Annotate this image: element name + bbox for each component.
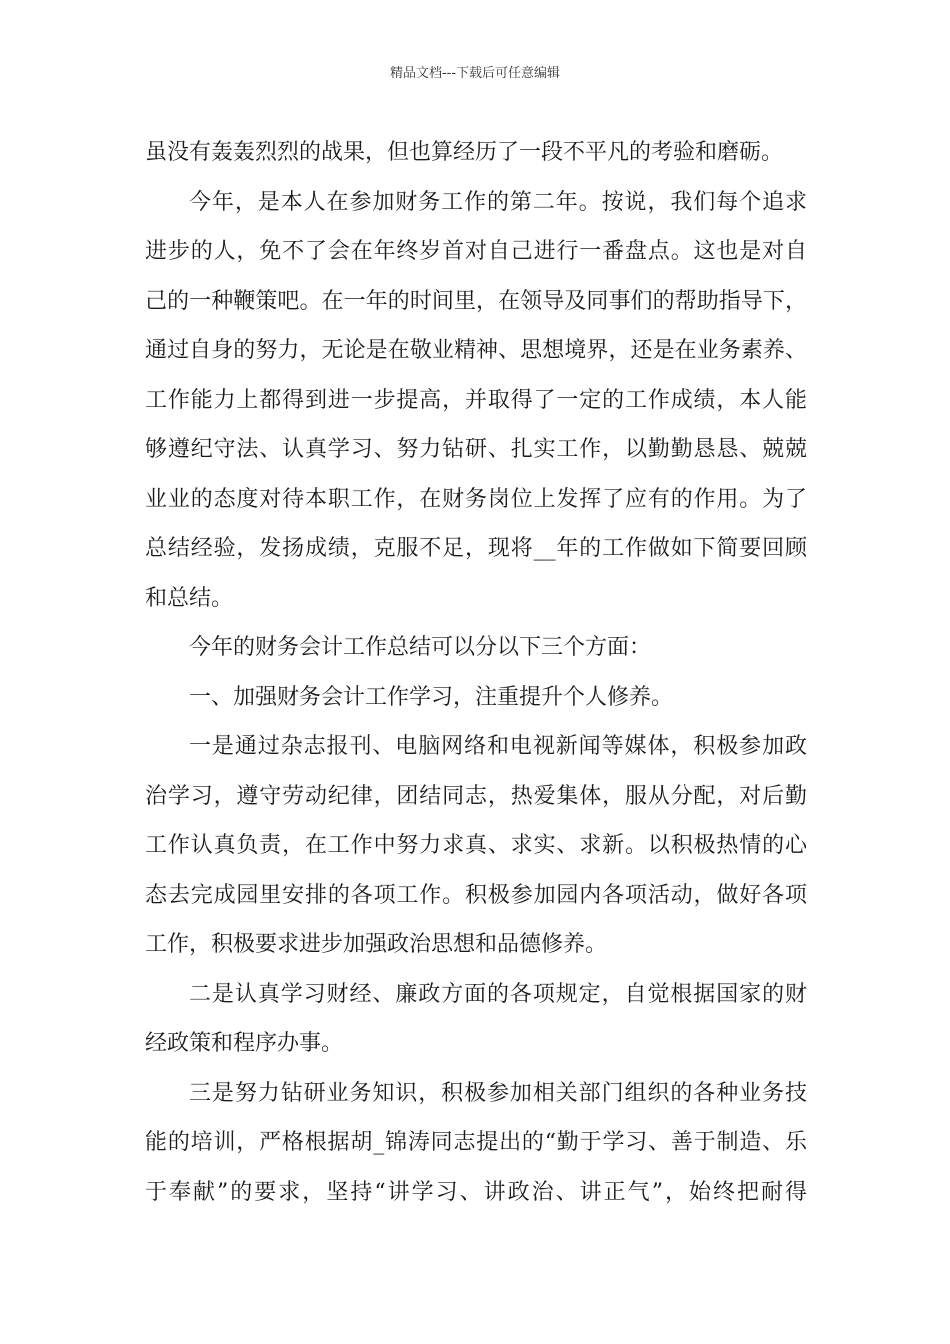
text-line: 工作认真负责，在工作中努力求真、求实、求新。以积极热情的心 [145,833,807,858]
text-line: 和总结。 [145,585,234,611]
text-line: 于奉献”的要求，坚持“讲学习、讲政治、讲正气”，始终把耐得 [145,1179,807,1205]
text-line: 今年，是本人在参加财务工作的第二年。按说，我们每个追求 [189,189,807,215]
text-line: 三是努力钻研业务知识，积极参加相关部门组织的各种业务技 [189,1080,807,1106]
text-line: 一、加强财务会计工作学习，注重提升个人修养。 [189,684,674,710]
text-line: 工作，积极要求进步加强政治思想和品德修养。 [145,932,608,957]
text-line: 总结经验，发扬成绩，克服不足，现将__年的工作做如下简要回顾 [145,536,807,561]
text-line: 一是通过杂志报刊、电脑网络和电视新闻等媒体，积极参加政 [189,734,807,759]
text-line: 态去完成园里安排的各项工作。积极参加园内各项活动，做好各项 [145,882,807,908]
text-line: 能的培训，严格根据胡_锦涛同志提出的“勤于学习、善于制造、乐 [145,1130,807,1155]
text-line: 虽没有轰轰烈烈的战果，但也算经历了一段不平凡的考验和磨砺。 [145,140,784,165]
text-line: 工作能力上都得到进一步提高，并取得了一定的工作成绩，本人能 [145,387,807,413]
text-line: 业业的态度对待本职工作，在财务岗位上发挥了应有的作用。为了 [145,486,807,512]
document-body [145,128,807,1217]
text-line: 够遵纪守法、认真学习、努力钻研、扎实工作，以勤勤恳恳、兢兢 [145,437,807,462]
text-line: 进步的人，免不了会在年终岁首对自己进行一番盘点。这也是对自 [145,239,807,264]
page-header: 精品文档---下载后可任意编辑 [389,66,561,81]
text-line: 通过自身的努力，无论是在敬业精神、思想境界，还是在业务素养、 [145,338,807,363]
text-line: 经政策和程序办事。 [145,1031,344,1056]
text-line: 二是认真学习财经、廉政方面的各项规定，自觉根据国家的财 [189,981,807,1007]
text-line: 治学习，遵守劳动纪律，团结同志，热爱集体，服从分配，对后勤 [145,783,807,809]
text-line: 今年的财务会计工作总结可以分以下三个方面： [189,635,652,660]
text-line: 己的一种鞭策吧。在一年的时间里，在领导及同事们的帮助指导下， [145,288,807,314]
